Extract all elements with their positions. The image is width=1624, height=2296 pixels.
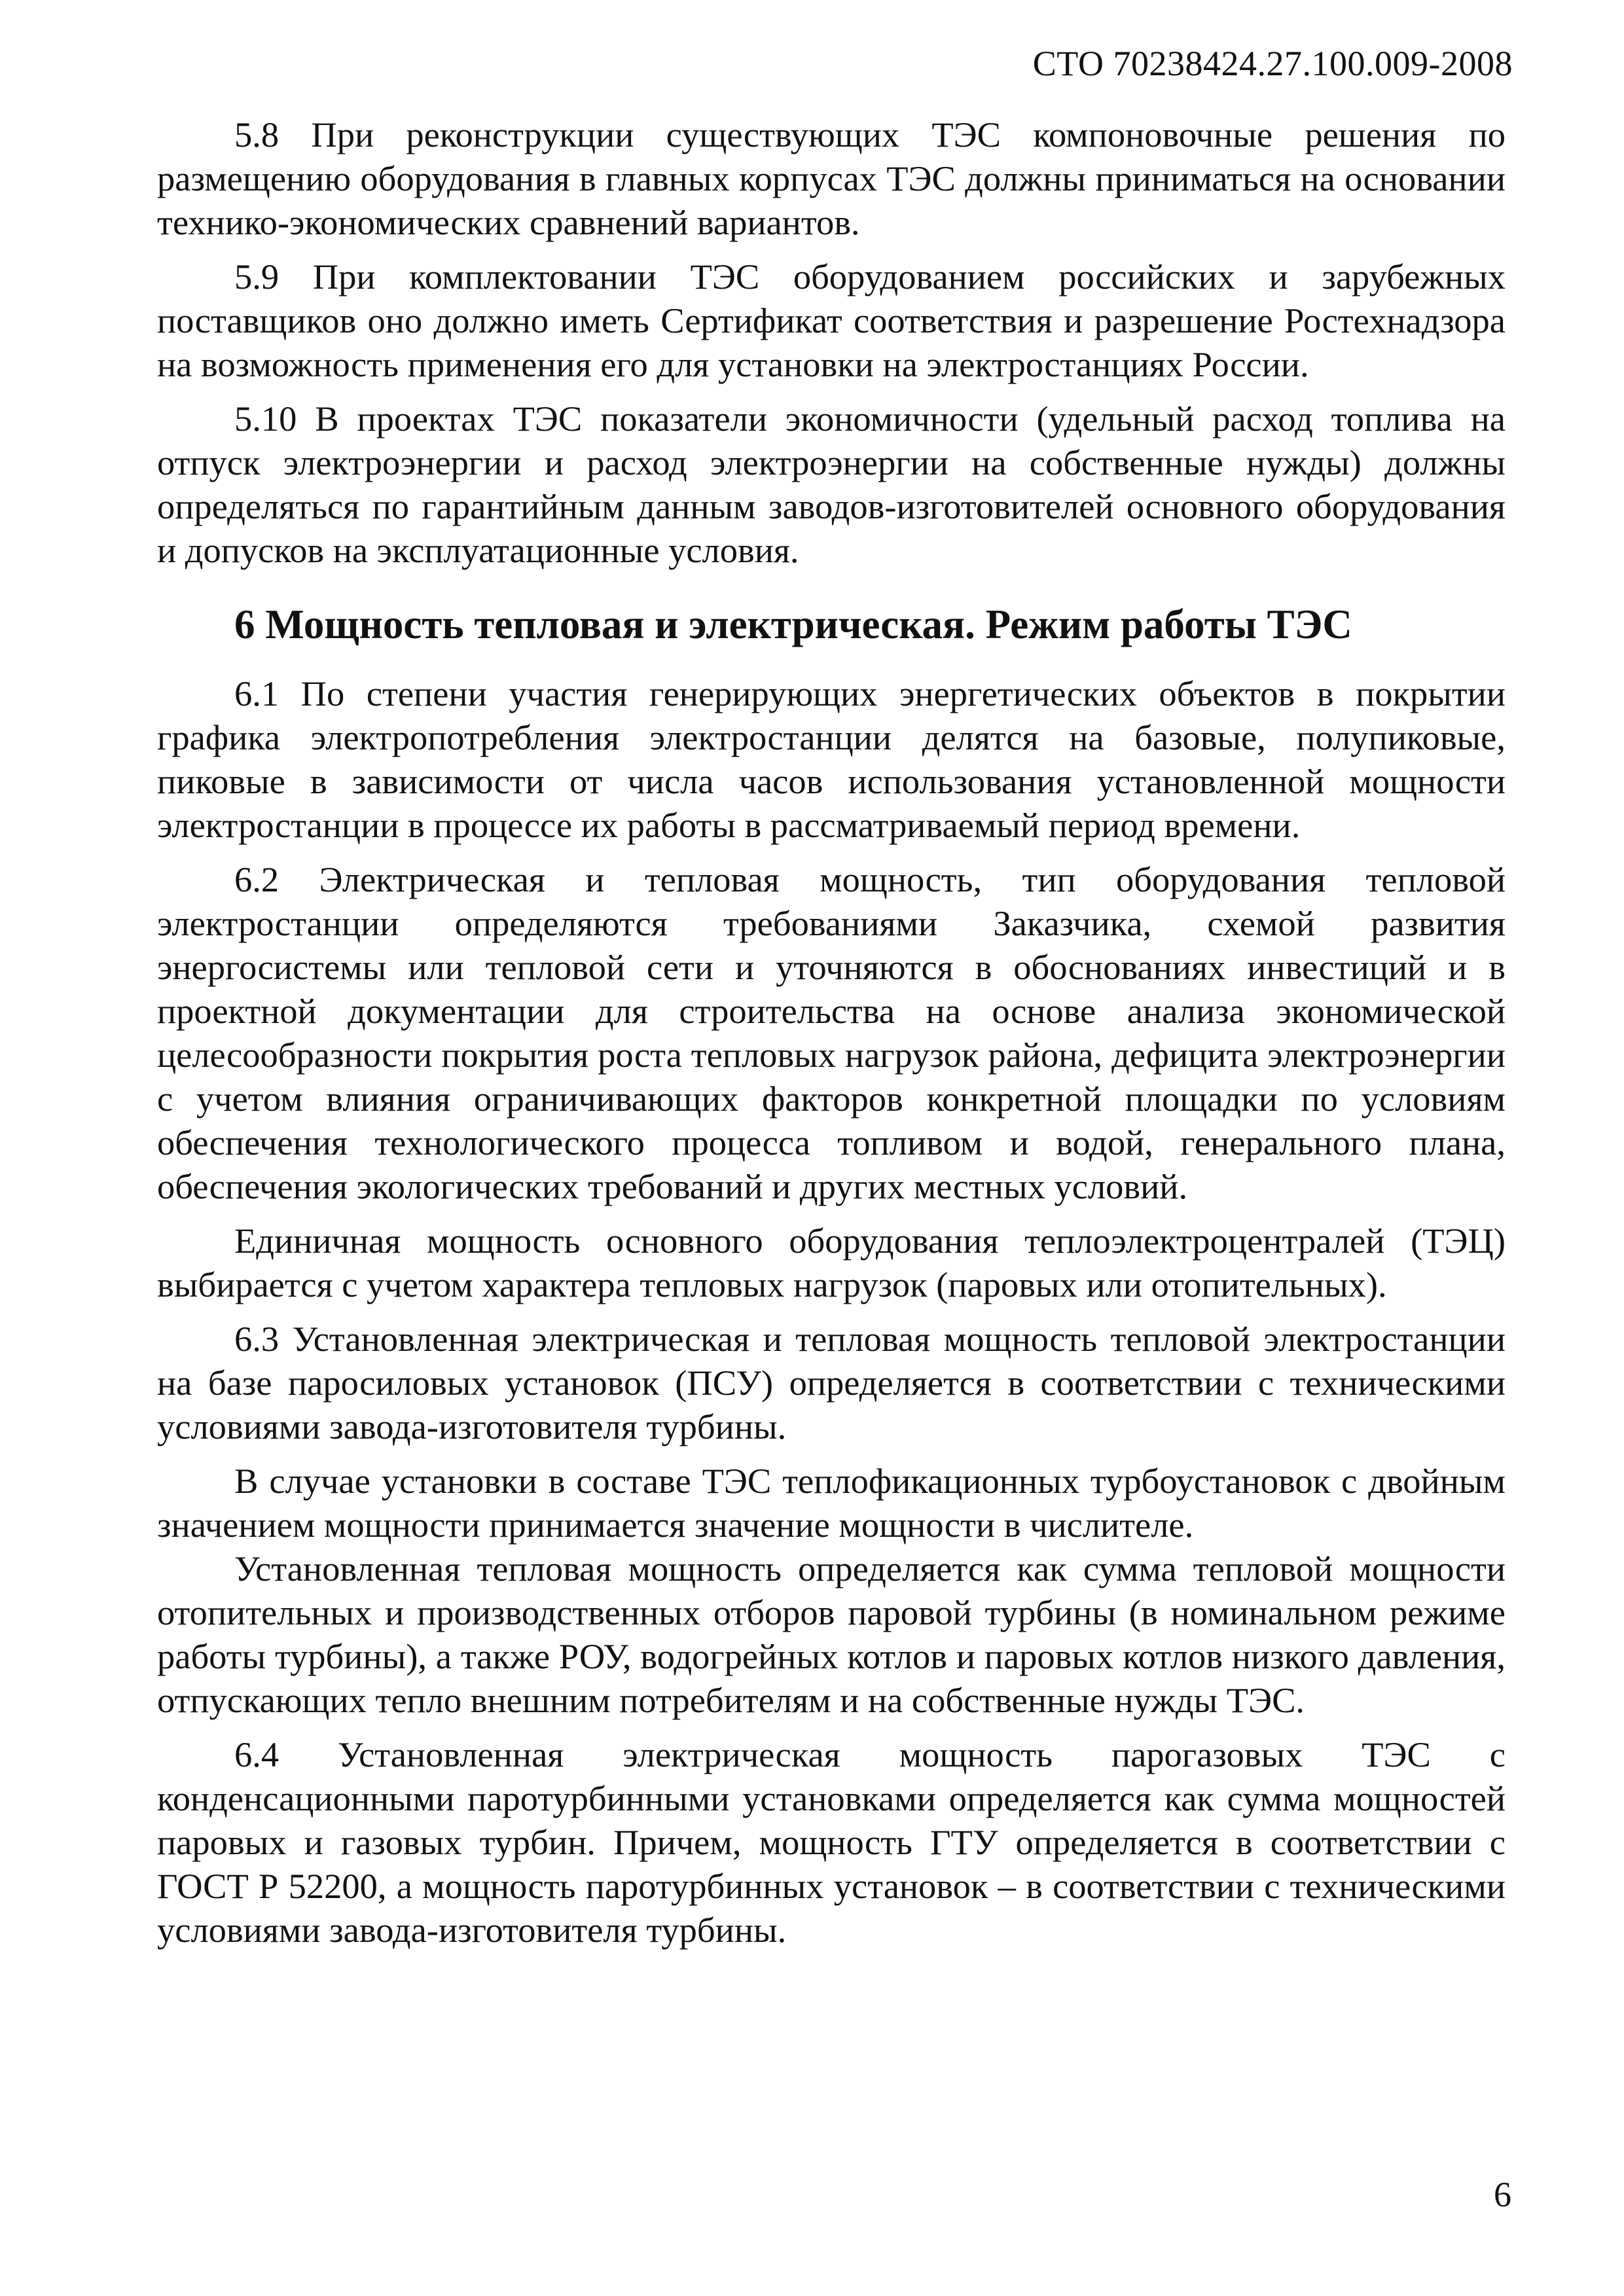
paragraph-6-3-thermal-capacity: Установленная тепловая мощность определяется как сумма тепловой мощности отопительных и производственных отборов паровой турбины (в номинальном режиме работы турбины), а также РОУ, водогрейных котлов и паровых котлов низкого давления, отпускающих тепло внешним потребителям и на собственные нужды ТЭС. [157,1549,1506,1720]
paragraph-6-4: 6.4 Установленная электрическая мощность парогазовых ТЭС с конденсационными паротурбинными установками определяется как сумма мощностей паровых и газовых турбин. Причем, мощность ГТУ определяется в соответствии с ГОСТ Р 52200, а мощность паротурбинных установок – в соответствии с техническими условиями завода-изготовителя турбины. [157,1734,1506,1950]
document-code: СТО 70238424.27.100.009-2008 [1032,44,1513,83]
paragraph-5-9: 5.9 При комплектовании ТЭС оборудованием российских и зарубежных поставщиков оно должно иметь Сертификат соответствия и разрешение Ростехнадзора на возможность применения его для установки на электростанциях России. [157,257,1506,384]
paragraph-5-8: 5.8 При реконструкции существующих ТЭС компоновочные решения по размещению оборудования в главных корпусах ТЭС должны приниматься на основании технико-экономических сравнений вариантов. [157,115,1506,242]
section-heading: 6 Мощность тепловая и электрическая. Режим работы ТЭС [234,601,1352,647]
paragraph-5-10: 5.10 В проектах ТЭС показатели экономичности (удельный расход топлива на отпуск электроэнергии и расход электроэнергии на собственные нужды) должны определяться по гарантийным данным заводов-изготовителей основного оборудования и допусков на эксплуатационные условия. [157,399,1506,570]
paragraph-6-2: 6.2 Электрическая и тепловая мощность, тип оборудования тепловой электростанции определяются требованиями Заказчика, схемой развития энергосистемы или тепловой сети и уточняются в обоснованиях инвестиций и в проектной документации для строительства на основе анализа экономической целесообразности покрытия роста тепловых нагрузок района, дефицита электроэнергии с учетом влияния ограничивающих факторов конкретной площадки по условиям обеспечения технологического процесса топливом и водой, генерального плана, обеспечения экологических требований и других местных условий. [157,859,1506,1206]
paragraph-6-1: 6.1 По степени участия генерирующих энергетических объектов в покрытии графика электропотребления электростанции делятся на базовые, полупиковые, пиковые в зависимости от числа часов использования установленной мощности электростанции в процессе их работы в рассматриваемый период времени. [157,673,1506,845]
paragraph-6-3: 6.3 Установленная электрическая и тепловая мощность тепловой электростанции на базе паросиловых установок (ПСУ) определяется в соответствии с техническими условиями завода-изготовителя турбины. [157,1319,1506,1446]
page-number: 6 [1494,2175,1511,2214]
page-content [157,113,1506,1952]
paragraph-6-2-unit-capacity: Единичная мощность основного оборудования теплоэлектроцентралей (ТЭЦ) выбирается с учетом характера тепловых нагрузок (паровых или отопительных). [157,1221,1506,1304]
paragraph-6-3-cogeneration: В случае установки в составе ТЭС теплофикационных турбоустановок с двойным значением мощности принимается значение мощности в числителе. [157,1461,1506,1545]
